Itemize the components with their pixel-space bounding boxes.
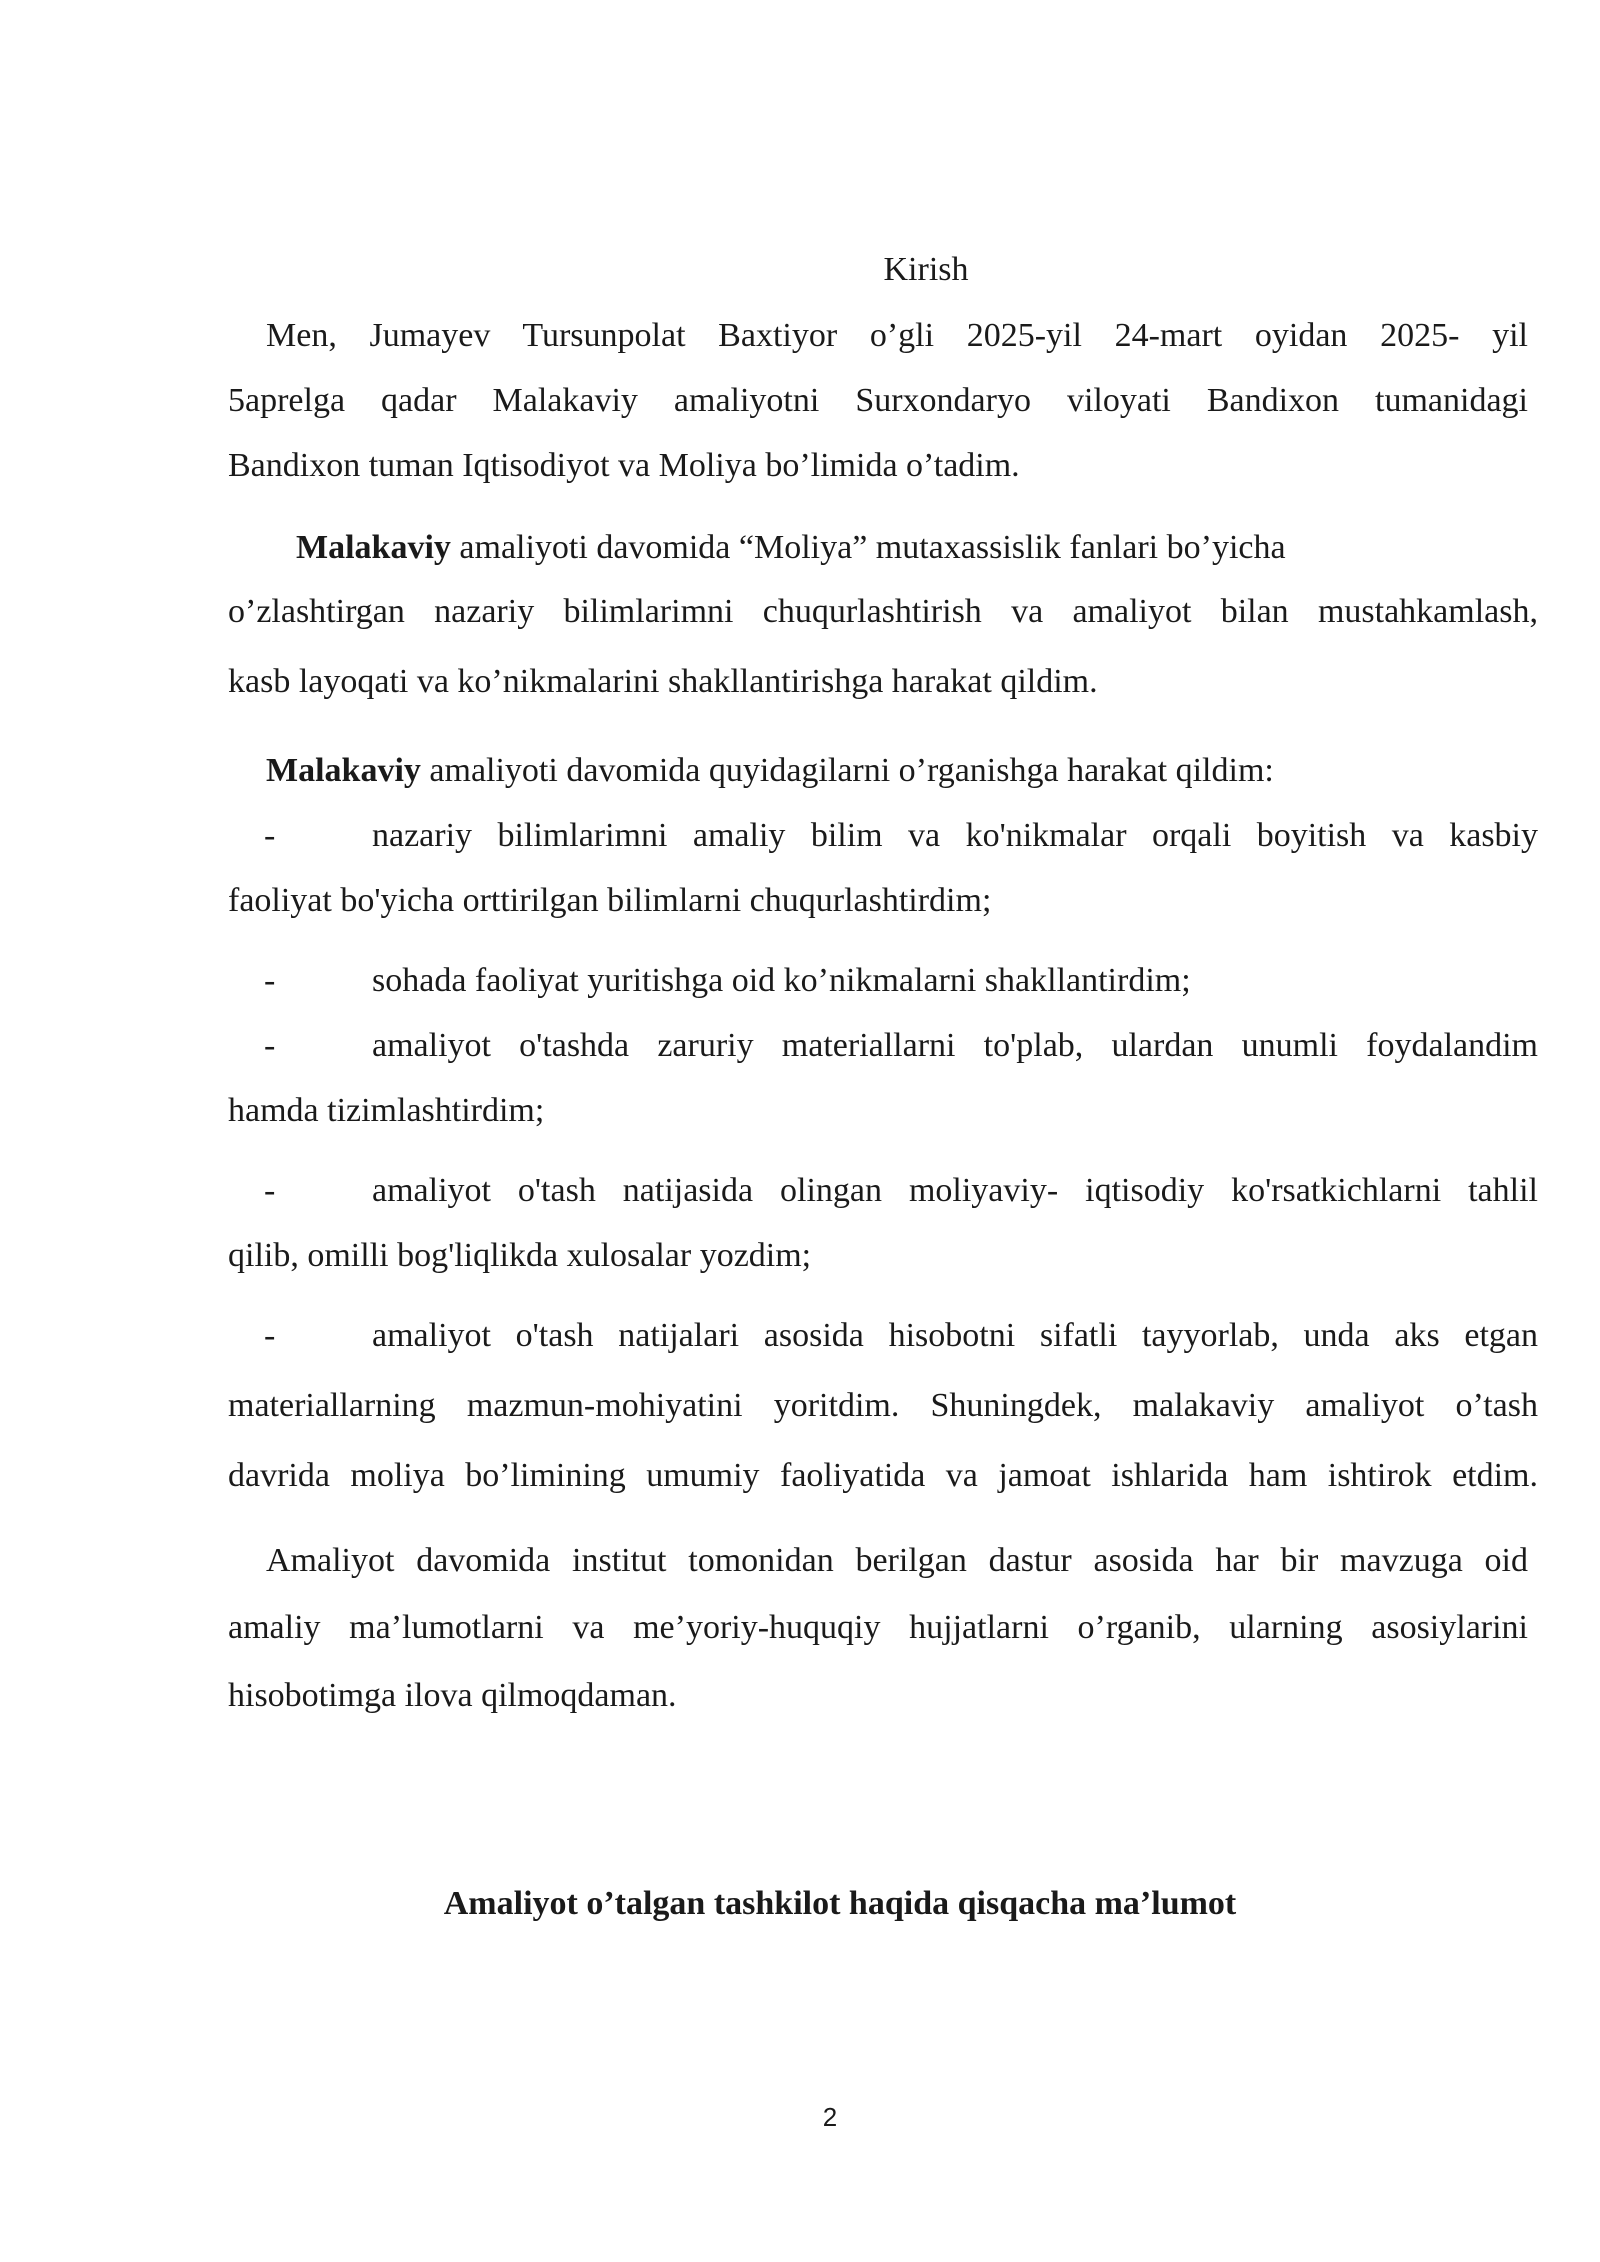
paragraph2-line-1-rest: amaliyoti davomida “Moliya” mutaxassislik fanlari bo’yicha xyxy=(450,529,1286,566)
page-number: 2 xyxy=(822,2102,838,2132)
intro-line-1: Men, Jumayev Tursunpolat Baxtiyor o’gli 2025-yil 24-mart oyidan 2025- yil xyxy=(266,317,1528,354)
intro-line-3: Bandixon tuman Iqtisodiyot va Moliya bo’limida o’tadim. xyxy=(228,447,1020,484)
paragraph4-line-2: amaliy ma’lumotlarni va me’yoriy-huquqiy hujjatlarni o’rganib, ularning asosiylarini xyxy=(228,1609,1528,1646)
paragraph4-line-1: Amaliyot davomida institut tomonidan berilgan dastur asosida har bir mavzuga oid xyxy=(266,1542,1528,1579)
bullet-5-line-2: materiallarning mazmun-mohiyatini yoritdim. Shuningdek, malakaviy amaliyot o’tash xyxy=(228,1387,1538,1424)
bullet-3-dash: - xyxy=(264,1027,276,1064)
bullet-3-line-1: amaliyot o'tashda zaruriy materiallarni to'plab, ulardan unumli foydalandim xyxy=(372,1027,1538,1064)
bullet-5-dash: - xyxy=(264,1317,276,1354)
page-title: Kirish xyxy=(883,251,969,288)
bullet-4-dash: - xyxy=(264,1172,276,1209)
bullet-5-line-3: davrida moliya bo’limining umumiy faoliyatida va jamoat ishlarida ham ishtirok etdim. xyxy=(228,1457,1538,1494)
bullet-2-dash: - xyxy=(264,962,276,999)
paragraph3-bold-word: Malakaviy xyxy=(266,752,421,789)
bullet-1-dash: - xyxy=(264,817,276,854)
bullet-4-line-1: amaliyot o'tash natijasida olingan moliyaviy- iqtisodiy ko'rsatkichlarni tahlil xyxy=(372,1172,1538,1209)
bullet-4-line-2: qilib, omilli bog'liqlikda xulosalar yozdim; xyxy=(228,1237,812,1274)
paragraph2-line-2: o’zlashtirgan nazariy bilimlarimni chuqurlashtirish va amaliyot bilan mustahkamlash, xyxy=(228,593,1538,630)
bullet-1-line-1: nazariy bilimlarimni amaliy bilim va ko'nikmalar orqali boyitish va kasbiy xyxy=(372,817,1538,854)
paragraph2-bold-word: Malakaviy xyxy=(296,529,451,566)
paragraph3-line-1 xyxy=(266,751,1274,791)
bullet-1-line-2: faoliyat bo'yicha orttirilgan bilimlarni chuqurlashtirdim; xyxy=(228,882,992,919)
paragraph3-line-1-rest: amaliyoti davomida quyidagilarni o’rganishga harakat qildim: xyxy=(420,752,1274,789)
paragraph2-line-1 xyxy=(296,528,1286,568)
section-heading: Amaliyot o’talgan tashkilot haqida qisqacha ma’lumot xyxy=(443,1885,1237,1922)
intro-line-2: 5aprelga qadar Malakaviy amaliyotni Surxondaryo viloyati Bandixon tumanidagi xyxy=(228,382,1528,419)
bullet-2-line-1: sohada faoliyat yuritishga oid ko’nikmalarni shakllantirdim; xyxy=(372,962,1191,999)
paragraph4-line-3: hisobotimga ilova qilmoqdaman. xyxy=(228,1677,677,1714)
bullet-5-line-1: amaliyot o'tash natijalari asosida hisobotni sifatli tayyorlab, unda aks etgan xyxy=(372,1317,1538,1354)
paragraph2-line-3: kasb layoqati va ko’nikmalarini shakllantirishga harakat qildim. xyxy=(228,663,1098,700)
bullet-3-line-2: hamda tizimlashtirdim; xyxy=(228,1092,545,1129)
